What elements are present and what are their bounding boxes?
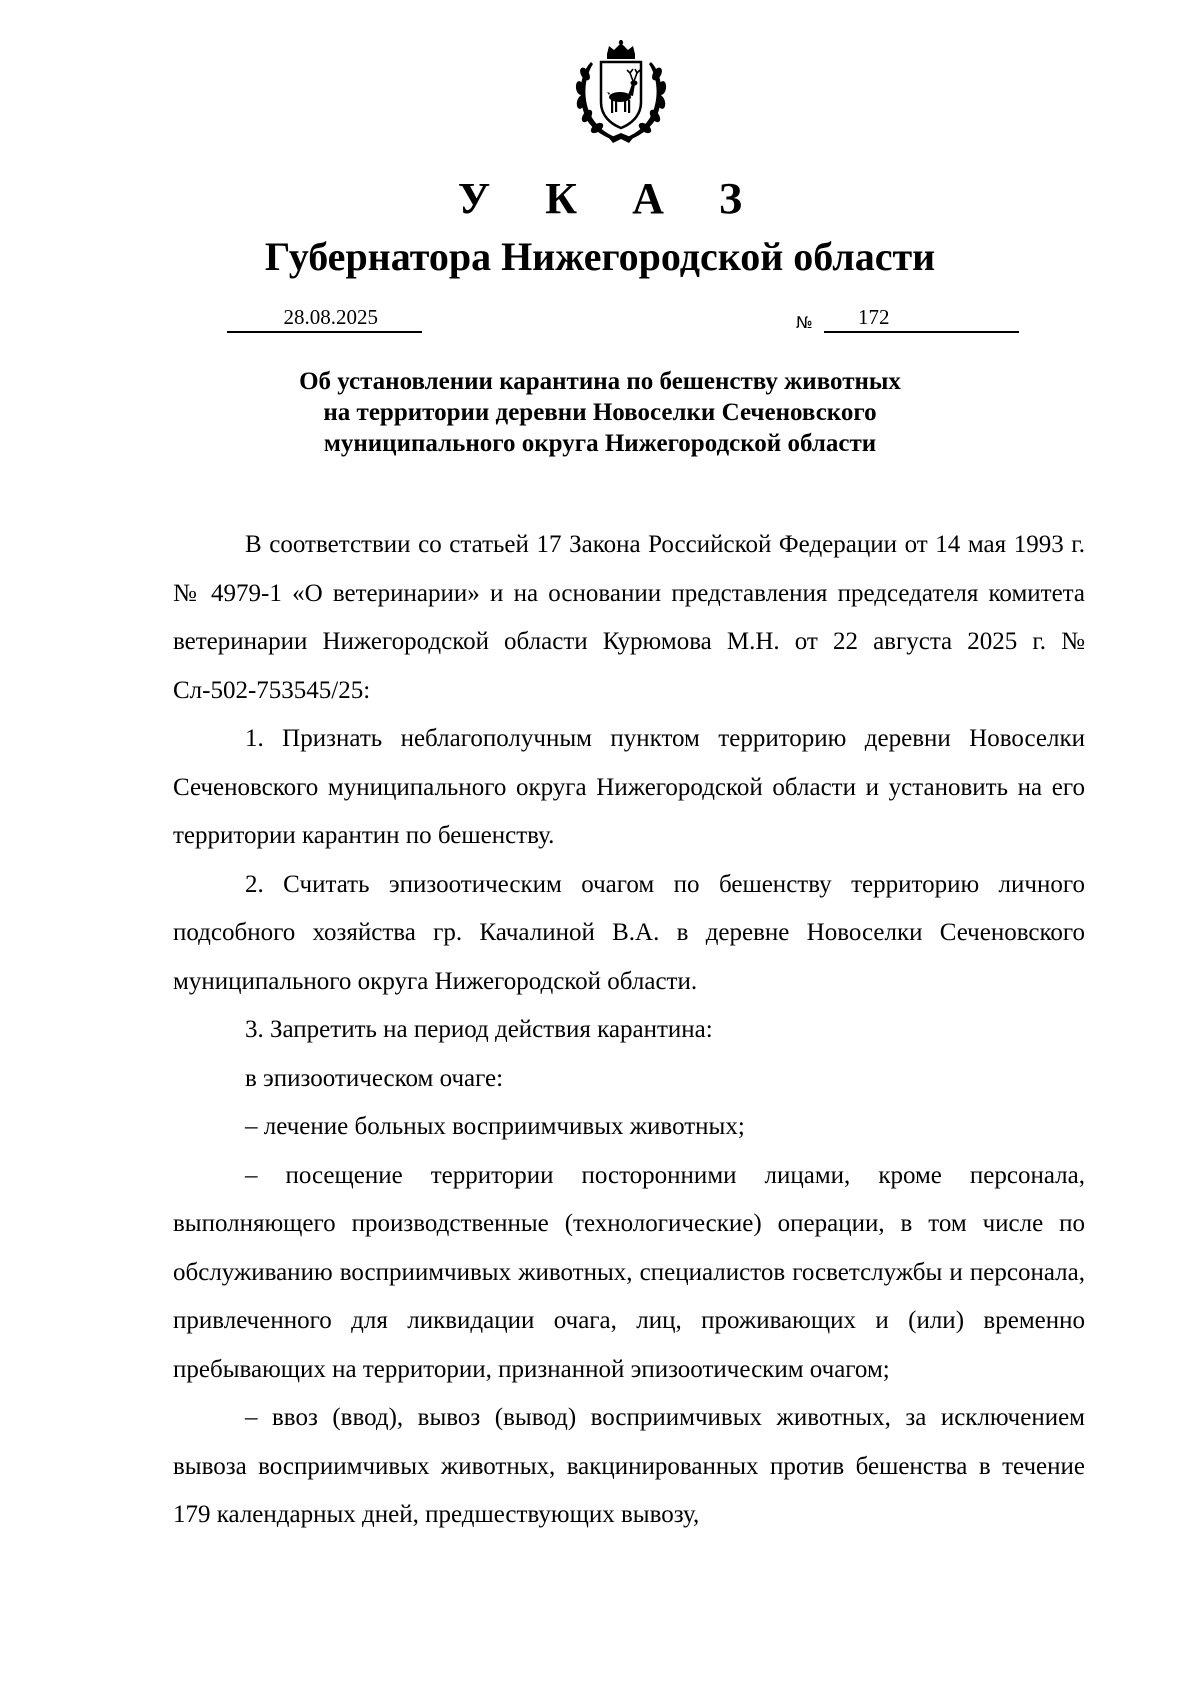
issuer-title: Губернатора Нижегородской области	[264, 234, 936, 279]
clause-3-item: – лечение больных восприимчивых животных;	[245, 1113, 745, 1140]
document-number: 172	[824, 303, 1019, 333]
heading-line: на территории деревни Новоселки Сеченовского	[323, 399, 877, 426]
coat-of-arms-icon	[569, 40, 673, 145]
clause-3-item: – посещение территории посторонними лицами, кроме персонала, выполняющего производственные (технологические) операции, в том числе по обслуживанию восприимчивых животных, специалистов госветслужбы и персонала, привлеченного для ликвидации очага, лиц, проживающих и (или) временно пребывающих на территории, признанной эпизоотическим очагом;	[173, 1161, 1085, 1383]
document-heading	[0, 366, 1200, 459]
preamble-paragraph: В соответствии со статьей 17 Закона Российской Федерации от 14 мая 1993 г. № 4979-1 «О ветеринарии» и на основании представления председателя комитета ветеринарии Нижегородской области Курюмова М.Н. от 22 августа 2025 г. № Сл-502-753545/25:	[173, 531, 1085, 704]
document-type-title: У К А З	[457, 174, 765, 223]
document-body	[173, 521, 1085, 1540]
clause-3-item: – ввоз (ввод), вывоз (вывод) восприимчивых животных, за исключением вывоза восприимчивых животных, вакцинированных против бешенства в течение 179 календарных дней, предшествующих вывозу,	[173, 1404, 1085, 1528]
clause-2-paragraph: 2. Считать эпизоотическим очагом по бешенству территорию личного подсобного хозяйства гр. Качалиной В.А. в деревне Новоселки Сеченовского муниципального округа Нижегородской области.	[173, 870, 1085, 995]
clause-3-subheading: в эпизоотическом очаге:	[245, 1064, 504, 1092]
clause-3-paragraph: 3. Запретить на период действия карантина:	[245, 1016, 713, 1043]
clause-1-paragraph: 1. Признать неблагополучным пунктом территорию деревни Новоселки Сеченовского муниципального округа Нижегородской области и установить на его территории карантин по бешенству.	[173, 725, 1085, 849]
heading-line: Об установлении карантина по бешенству животных	[299, 368, 901, 395]
number-label: №	[796, 313, 813, 332]
heading-line: муниципального округа Нижегородской области	[323, 430, 877, 457]
document-date: 28.08.2025	[227, 303, 422, 333]
